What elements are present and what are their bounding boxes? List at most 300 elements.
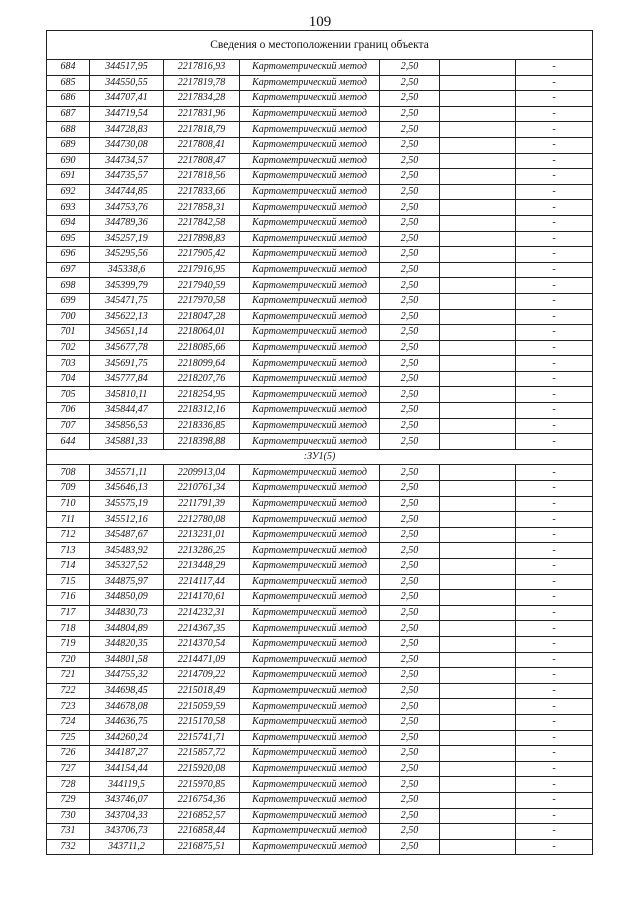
description-cell: - xyxy=(516,668,593,684)
point-number-cell: 692 xyxy=(47,184,90,200)
extra-cell xyxy=(440,169,516,185)
method-cell: Картометрический метод xyxy=(240,465,380,481)
table-row xyxy=(47,75,593,91)
accuracy-cell: 2,50 xyxy=(380,481,440,497)
coord-x-cell: 345487,67 xyxy=(90,527,164,543)
description-cell: - xyxy=(516,75,593,91)
method-cell: Картометрический метод xyxy=(240,761,380,777)
accuracy-cell: 2,50 xyxy=(380,636,440,652)
description-cell: - xyxy=(516,418,593,434)
extra-cell xyxy=(440,60,516,76)
point-number-cell: 644 xyxy=(47,434,90,450)
point-number-cell: 729 xyxy=(47,792,90,808)
table-title: Сведения о местоположении границ объекта xyxy=(47,31,593,60)
method-cell: Картометрический метод xyxy=(240,683,380,699)
accuracy-cell: 2,50 xyxy=(380,184,440,200)
coord-x-cell: 345471,75 xyxy=(90,293,164,309)
extra-cell xyxy=(440,527,516,543)
table-row xyxy=(47,777,593,793)
description-cell: - xyxy=(516,839,593,855)
accuracy-cell: 2,50 xyxy=(380,371,440,387)
table-row xyxy=(47,714,593,730)
accuracy-cell: 2,50 xyxy=(380,309,440,325)
description-cell: - xyxy=(516,309,593,325)
point-number-cell: 721 xyxy=(47,668,90,684)
table-row xyxy=(47,590,593,606)
section-row xyxy=(47,449,593,465)
extra-cell xyxy=(440,262,516,278)
coord-y-cell: 2215857,72 xyxy=(164,746,240,762)
description-cell: - xyxy=(516,683,593,699)
extra-cell xyxy=(440,153,516,169)
accuracy-cell: 2,50 xyxy=(380,231,440,247)
coord-x-cell: 345483,92 xyxy=(90,543,164,559)
description-cell: - xyxy=(516,824,593,840)
method-cell: Картометрический метод xyxy=(240,434,380,450)
description-cell: - xyxy=(516,184,593,200)
coord-y-cell: 2214370,54 xyxy=(164,636,240,652)
table-row xyxy=(47,356,593,372)
table-row xyxy=(47,621,593,637)
method-cell: Картометрический метод xyxy=(240,481,380,497)
table-row xyxy=(47,527,593,543)
description-cell: - xyxy=(516,137,593,153)
method-cell: Картометрический метод xyxy=(240,714,380,730)
extra-cell xyxy=(440,215,516,231)
table-row xyxy=(47,792,593,808)
method-cell: Картометрический метод xyxy=(240,777,380,793)
method-cell: Картометрический метод xyxy=(240,200,380,216)
point-number-cell: 702 xyxy=(47,340,90,356)
table-row xyxy=(47,808,593,824)
description-cell: - xyxy=(516,714,593,730)
coord-y-cell: 2215920,08 xyxy=(164,761,240,777)
description-cell: - xyxy=(516,746,593,762)
point-number-cell: 714 xyxy=(47,559,90,575)
coord-y-cell: 2209913,04 xyxy=(164,465,240,481)
description-cell: - xyxy=(516,403,593,419)
method-cell: Картометрический метод xyxy=(240,574,380,590)
coord-x-cell: 345646,13 xyxy=(90,481,164,497)
method-cell: Картометрический метод xyxy=(240,340,380,356)
coord-x-cell: 344154,44 xyxy=(90,761,164,777)
description-cell: - xyxy=(516,293,593,309)
table-row xyxy=(47,262,593,278)
coord-y-cell: 2217940,59 xyxy=(164,278,240,294)
point-number-cell: 705 xyxy=(47,387,90,403)
coord-y-cell: 2213231,01 xyxy=(164,527,240,543)
table-row xyxy=(47,559,593,575)
coord-y-cell: 2210761,34 xyxy=(164,481,240,497)
point-number-cell: 688 xyxy=(47,122,90,138)
coord-x-cell: 344550,55 xyxy=(90,75,164,91)
table-row xyxy=(47,746,593,762)
description-cell: - xyxy=(516,699,593,715)
method-cell: Картометрический метод xyxy=(240,153,380,169)
extra-cell xyxy=(440,636,516,652)
accuracy-cell: 2,50 xyxy=(380,91,440,107)
extra-cell xyxy=(440,465,516,481)
table-row xyxy=(47,231,593,247)
table-row xyxy=(47,91,593,107)
extra-cell xyxy=(440,605,516,621)
coord-y-cell: 2217858,31 xyxy=(164,200,240,216)
description-cell: - xyxy=(516,387,593,403)
description-cell: - xyxy=(516,621,593,637)
extra-cell xyxy=(440,683,516,699)
description-cell: - xyxy=(516,527,593,543)
method-cell: Картометрический метод xyxy=(240,215,380,231)
method-cell: Картометрический метод xyxy=(240,839,380,855)
description-cell: - xyxy=(516,231,593,247)
table-row xyxy=(47,106,593,122)
coord-x-cell: 344636,75 xyxy=(90,714,164,730)
accuracy-cell: 2,50 xyxy=(380,512,440,528)
table-row xyxy=(47,60,593,76)
point-number-cell: 696 xyxy=(47,247,90,263)
point-number-cell: 690 xyxy=(47,153,90,169)
table-row xyxy=(47,309,593,325)
coord-x-cell: 345327,52 xyxy=(90,559,164,575)
point-number-cell: 703 xyxy=(47,356,90,372)
table-row xyxy=(47,636,593,652)
extra-cell xyxy=(440,512,516,528)
method-cell: Картометрический метод xyxy=(240,605,380,621)
coord-x-cell: 343746,07 xyxy=(90,792,164,808)
method-cell: Картометрический метод xyxy=(240,278,380,294)
description-cell: - xyxy=(516,247,593,263)
table-row xyxy=(47,512,593,528)
coord-x-cell: 345777,84 xyxy=(90,371,164,387)
coord-x-cell: 345571,11 xyxy=(90,465,164,481)
coord-x-cell: 345257,19 xyxy=(90,231,164,247)
point-number-cell: 730 xyxy=(47,808,90,824)
coord-y-cell: 2217842,58 xyxy=(164,215,240,231)
extra-cell xyxy=(440,122,516,138)
extra-cell xyxy=(440,200,516,216)
method-cell: Картометрический метод xyxy=(240,652,380,668)
coord-x-cell: 344875,97 xyxy=(90,574,164,590)
coord-x-cell: 345399,79 xyxy=(90,278,164,294)
extra-cell xyxy=(440,543,516,559)
description-cell: - xyxy=(516,792,593,808)
point-number-cell: 709 xyxy=(47,481,90,497)
coord-y-cell: 2211791,39 xyxy=(164,496,240,512)
extra-cell xyxy=(440,387,516,403)
extra-cell xyxy=(440,699,516,715)
extra-cell xyxy=(440,309,516,325)
coord-y-cell: 2218312,16 xyxy=(164,403,240,419)
extra-cell xyxy=(440,325,516,341)
description-cell: - xyxy=(516,278,593,294)
point-number-cell: 716 xyxy=(47,590,90,606)
method-cell: Картометрический метод xyxy=(240,371,380,387)
point-number-cell: 724 xyxy=(47,714,90,730)
point-number-cell: 711 xyxy=(47,512,90,528)
point-number-cell: 722 xyxy=(47,683,90,699)
extra-cell xyxy=(440,75,516,91)
table-row xyxy=(47,387,593,403)
coord-x-cell: 344260,24 xyxy=(90,730,164,746)
coord-y-cell: 2218254,95 xyxy=(164,387,240,403)
point-number-cell: 700 xyxy=(47,309,90,325)
coord-x-cell: 343711,2 xyxy=(90,839,164,855)
coord-y-cell: 2217818,56 xyxy=(164,169,240,185)
accuracy-cell: 2,50 xyxy=(380,527,440,543)
accuracy-cell: 2,50 xyxy=(380,652,440,668)
description-cell: - xyxy=(516,122,593,138)
section-label: :ЗУ1(5) xyxy=(47,449,593,465)
accuracy-cell: 2,50 xyxy=(380,605,440,621)
extra-cell xyxy=(440,808,516,824)
point-number-cell: 715 xyxy=(47,574,90,590)
coord-y-cell: 2214117,44 xyxy=(164,574,240,590)
coord-y-cell: 2218085,66 xyxy=(164,340,240,356)
extra-cell xyxy=(440,231,516,247)
coord-y-cell: 2214232,31 xyxy=(164,605,240,621)
coord-x-cell: 343706,73 xyxy=(90,824,164,840)
extra-cell xyxy=(440,824,516,840)
accuracy-cell: 2,50 xyxy=(380,262,440,278)
description-cell: - xyxy=(516,153,593,169)
point-number-cell: 731 xyxy=(47,824,90,840)
coord-x-cell: 345295,56 xyxy=(90,247,164,263)
point-number-cell: 686 xyxy=(47,91,90,107)
accuracy-cell: 2,50 xyxy=(380,559,440,575)
coord-x-cell: 344804,89 xyxy=(90,621,164,637)
accuracy-cell: 2,50 xyxy=(380,387,440,403)
extra-cell xyxy=(440,356,516,372)
description-cell: - xyxy=(516,371,593,387)
coord-x-cell: 344187,27 xyxy=(90,746,164,762)
point-number-cell: 712 xyxy=(47,527,90,543)
coord-x-cell: 344735,57 xyxy=(90,169,164,185)
table-row xyxy=(47,465,593,481)
accuracy-cell: 2,50 xyxy=(380,746,440,762)
extra-cell xyxy=(440,481,516,497)
coord-x-cell: 343704,33 xyxy=(90,808,164,824)
coord-y-cell: 2217916,95 xyxy=(164,262,240,278)
coord-x-cell: 345677,78 xyxy=(90,340,164,356)
accuracy-cell: 2,50 xyxy=(380,293,440,309)
description-cell: - xyxy=(516,356,593,372)
description-cell: - xyxy=(516,574,593,590)
accuracy-cell: 2,50 xyxy=(380,543,440,559)
coord-x-cell: 344678,08 xyxy=(90,699,164,715)
table-row xyxy=(47,371,593,387)
accuracy-cell: 2,50 xyxy=(380,496,440,512)
description-cell: - xyxy=(516,512,593,528)
accuracy-cell: 2,50 xyxy=(380,215,440,231)
point-number-cell: 685 xyxy=(47,75,90,91)
accuracy-cell: 2,50 xyxy=(380,403,440,419)
point-number-cell: 720 xyxy=(47,652,90,668)
table-row xyxy=(47,839,593,855)
coord-x-cell: 344753,76 xyxy=(90,200,164,216)
table-row xyxy=(47,481,593,497)
extra-cell xyxy=(440,278,516,294)
coord-y-cell: 2216858,44 xyxy=(164,824,240,840)
table-row xyxy=(47,215,593,231)
description-cell: - xyxy=(516,496,593,512)
accuracy-cell: 2,50 xyxy=(380,714,440,730)
coord-y-cell: 2217816,93 xyxy=(164,60,240,76)
point-number-cell: 718 xyxy=(47,621,90,637)
point-number-cell: 717 xyxy=(47,605,90,621)
accuracy-cell: 2,50 xyxy=(380,792,440,808)
description-cell: - xyxy=(516,91,593,107)
description-cell: - xyxy=(516,60,593,76)
coord-y-cell: 2217808,41 xyxy=(164,137,240,153)
method-cell: Картометрический метод xyxy=(240,621,380,637)
coord-y-cell: 2217970,58 xyxy=(164,293,240,309)
table-row xyxy=(47,605,593,621)
extra-cell xyxy=(440,434,516,450)
coord-x-cell: 345338,6 xyxy=(90,262,164,278)
extra-cell xyxy=(440,371,516,387)
table-row xyxy=(47,434,593,450)
coord-y-cell: 2217834,28 xyxy=(164,91,240,107)
table-row xyxy=(47,153,593,169)
coord-y-cell: 2218047,28 xyxy=(164,309,240,325)
method-cell: Картометрический метод xyxy=(240,325,380,341)
description-cell: - xyxy=(516,761,593,777)
coord-y-cell: 2215018,49 xyxy=(164,683,240,699)
accuracy-cell: 2,50 xyxy=(380,777,440,793)
extra-cell xyxy=(440,839,516,855)
method-cell: Картометрический метод xyxy=(240,169,380,185)
coord-y-cell: 2218064,01 xyxy=(164,325,240,341)
method-cell: Картометрический метод xyxy=(240,356,380,372)
table-title-row xyxy=(47,31,593,60)
method-cell: Картометрический метод xyxy=(240,403,380,419)
coord-y-cell: 2217818,79 xyxy=(164,122,240,138)
coord-y-cell: 2217833,66 xyxy=(164,184,240,200)
extra-cell xyxy=(440,590,516,606)
method-cell: Картометрический метод xyxy=(240,91,380,107)
coord-x-cell: 345575,19 xyxy=(90,496,164,512)
point-number-cell: 725 xyxy=(47,730,90,746)
accuracy-cell: 2,50 xyxy=(380,574,440,590)
method-cell: Картометрический метод xyxy=(240,60,380,76)
accuracy-cell: 2,50 xyxy=(380,137,440,153)
coord-y-cell: 2215741,71 xyxy=(164,730,240,746)
method-cell: Картометрический метод xyxy=(240,262,380,278)
method-cell: Картометрический метод xyxy=(240,496,380,512)
coord-x-cell: 345691,75 xyxy=(90,356,164,372)
accuracy-cell: 2,50 xyxy=(380,418,440,434)
coord-y-cell: 2214709,22 xyxy=(164,668,240,684)
table-row xyxy=(47,247,593,263)
extra-cell xyxy=(440,403,516,419)
accuracy-cell: 2,50 xyxy=(380,699,440,715)
accuracy-cell: 2,50 xyxy=(380,122,440,138)
coord-y-cell: 2213286,25 xyxy=(164,543,240,559)
description-cell: - xyxy=(516,200,593,216)
extra-cell xyxy=(440,496,516,512)
method-cell: Картометрический метод xyxy=(240,590,380,606)
table-row xyxy=(47,543,593,559)
coord-x-cell: 344119,5 xyxy=(90,777,164,793)
description-cell: - xyxy=(516,340,593,356)
coord-y-cell: 2218336,85 xyxy=(164,418,240,434)
accuracy-cell: 2,50 xyxy=(380,325,440,341)
extra-cell xyxy=(440,792,516,808)
point-number-cell: 727 xyxy=(47,761,90,777)
boundary-coordinates-table xyxy=(46,30,593,855)
accuracy-cell: 2,50 xyxy=(380,340,440,356)
point-number-cell: 732 xyxy=(47,839,90,855)
accuracy-cell: 2,50 xyxy=(380,60,440,76)
coord-x-cell: 344707,41 xyxy=(90,91,164,107)
table-row xyxy=(47,340,593,356)
coord-x-cell: 345651,14 xyxy=(90,325,164,341)
extra-cell xyxy=(440,668,516,684)
table-row xyxy=(47,683,593,699)
table-row xyxy=(47,418,593,434)
description-cell: - xyxy=(516,481,593,497)
table-row xyxy=(47,761,593,777)
method-cell: Картометрический метод xyxy=(240,699,380,715)
accuracy-cell: 2,50 xyxy=(380,75,440,91)
table-row xyxy=(47,652,593,668)
coord-x-cell: 344728,83 xyxy=(90,122,164,138)
description-cell: - xyxy=(516,808,593,824)
extra-cell xyxy=(440,106,516,122)
coord-x-cell: 345856,53 xyxy=(90,418,164,434)
accuracy-cell: 2,50 xyxy=(380,106,440,122)
coord-y-cell: 2212780,08 xyxy=(164,512,240,528)
extra-cell xyxy=(440,652,516,668)
method-cell: Картометрический метод xyxy=(240,106,380,122)
accuracy-cell: 2,50 xyxy=(380,247,440,263)
point-number-cell: 728 xyxy=(47,777,90,793)
coord-x-cell: 344789,36 xyxy=(90,215,164,231)
point-number-cell: 697 xyxy=(47,262,90,278)
table-row xyxy=(47,325,593,341)
table-row xyxy=(47,824,593,840)
extra-cell xyxy=(440,730,516,746)
coord-y-cell: 2214170,61 xyxy=(164,590,240,606)
accuracy-cell: 2,50 xyxy=(380,465,440,481)
description-cell: - xyxy=(516,169,593,185)
table-row xyxy=(47,169,593,185)
point-number-cell: 695 xyxy=(47,231,90,247)
description-cell: - xyxy=(516,465,593,481)
method-cell: Картометрический метод xyxy=(240,792,380,808)
coord-x-cell: 345881,33 xyxy=(90,434,164,450)
coord-x-cell: 345810,11 xyxy=(90,387,164,403)
page-number: 109 xyxy=(308,14,332,30)
coord-x-cell: 344830,73 xyxy=(90,605,164,621)
coord-y-cell: 2216875,51 xyxy=(164,839,240,855)
accuracy-cell: 2,50 xyxy=(380,730,440,746)
method-cell: Картометрический метод xyxy=(240,293,380,309)
coord-y-cell: 2217831,96 xyxy=(164,106,240,122)
extra-cell xyxy=(440,293,516,309)
method-cell: Картометрический метод xyxy=(240,808,380,824)
extra-cell xyxy=(440,184,516,200)
method-cell: Картометрический метод xyxy=(240,418,380,434)
accuracy-cell: 2,50 xyxy=(380,434,440,450)
extra-cell xyxy=(440,761,516,777)
method-cell: Картометрический метод xyxy=(240,231,380,247)
table-row xyxy=(47,293,593,309)
coord-y-cell: 2218207,76 xyxy=(164,371,240,387)
coord-y-cell: 2217808,47 xyxy=(164,153,240,169)
accuracy-cell: 2,50 xyxy=(380,668,440,684)
coord-y-cell: 2215059,59 xyxy=(164,699,240,715)
